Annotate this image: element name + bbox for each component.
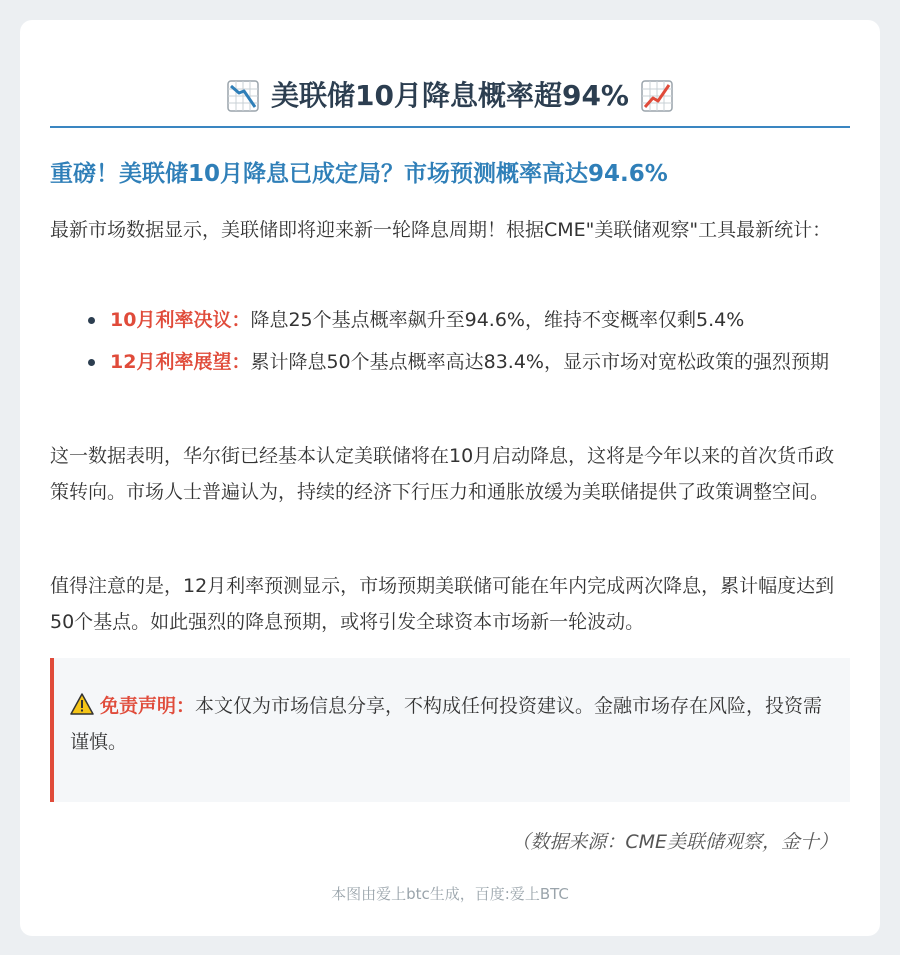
data-source: （数据来源：CME美联储观察，金十） [511,831,838,853]
bullet-dot [88,317,95,324]
disclaimer-box [50,658,850,802]
chart-decreasing-icon [227,80,259,112]
key-points-list [50,302,850,386]
list-item [50,302,850,338]
chart-increasing-icon [641,80,673,112]
disclaimer-text: 本文仅为市场信息分享，不构成任何投资建议。金融市场存在风险，投资需谨慎。 [70,695,823,753]
page-title: 美联储10月降息概率超94% [271,79,629,112]
bullet-text: 累计降息50个基点概率高达83.4%，显示市场对宽松政策的强烈预期 [250,351,829,373]
disclaimer-label: 免责声明： [100,695,196,717]
article-card [20,20,880,936]
bullet-text: 降息25个基点概率飙升至94.6%，维持不变概率仅剩5.4% [250,309,745,331]
bullet-dot [88,359,95,366]
outlook-paragraph: 值得注意的是，12月利率预测显示，市场预期美联储可能在年内完成两次降息，累计幅度达到50个基点。如此强烈的降息预期，或将引发全球资本市场新一轮波动。 [50,575,835,633]
analysis-paragraph: 这一数据表明，华尔街已经基本认定美联储将在10月启动降息，这将是今年以来的首次货币政策转向。市场人士普遍认为，持续的经济下行压力和通胀放缓为美联储提供了政策调整空间。 [50,445,835,503]
title-row [50,76,850,128]
bullet-label: 12月利率展望： [110,351,251,373]
intro-paragraph: 最新市场数据显示，美联储即将迎来新一轮降息周期！根据CME"美联储观察"工具最新统计： [50,219,832,241]
warning-icon [70,693,94,715]
footer-credit: 本图由爱上btc生成，百度:爱上BTC [331,885,569,903]
list-item [50,344,850,380]
bullet-label: 10月利率决议： [110,309,251,331]
article-subtitle: 重磅！美联储10月降息已成定局？市场预测概率高达94.6% [50,161,668,187]
